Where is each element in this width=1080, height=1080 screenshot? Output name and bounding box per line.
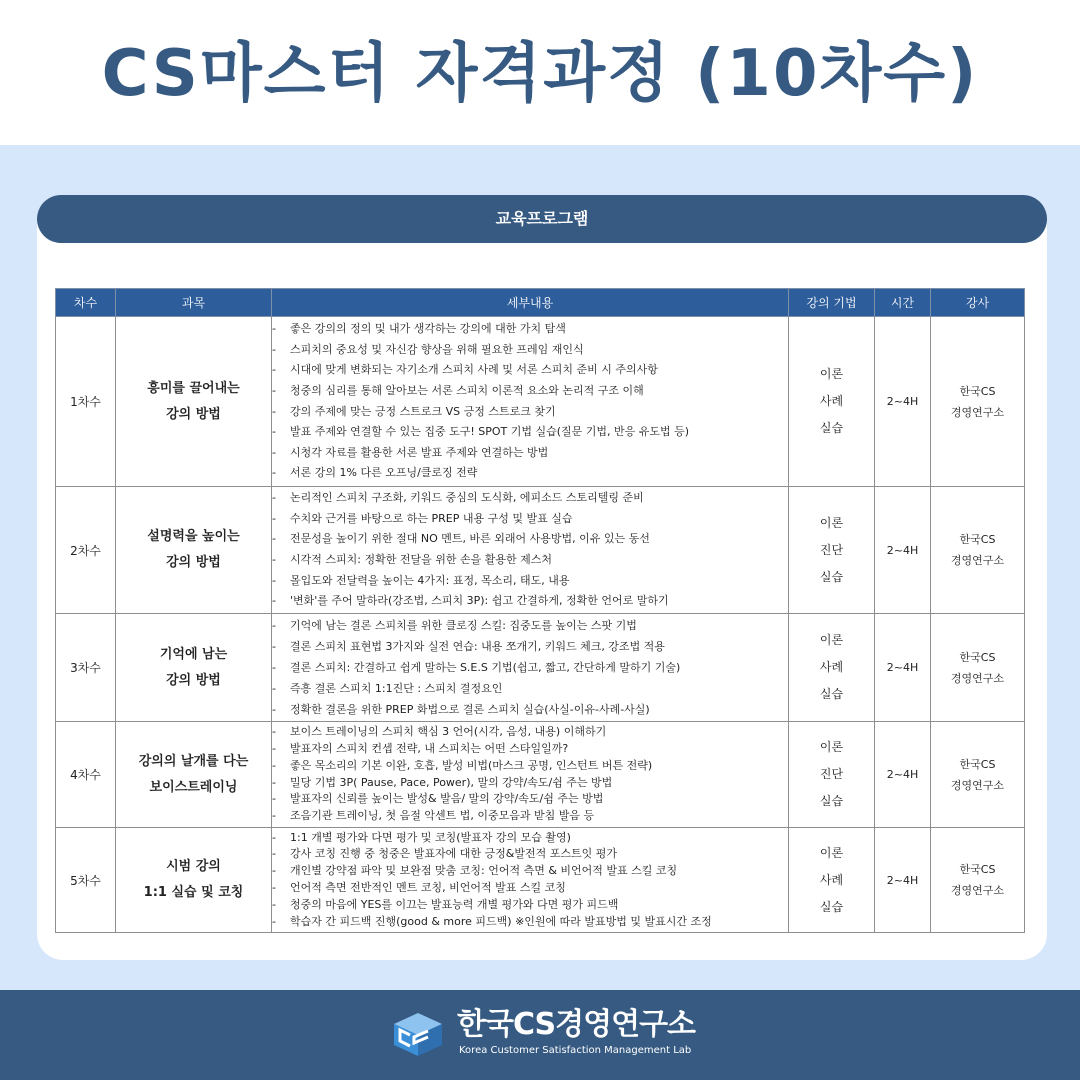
round-cell: 2차수 — [56, 487, 116, 614]
method-cell — [789, 487, 875, 614]
detail-item: - 청중의 마음에 YES를 이끄는 발표능력 개별 평가와 다면 평가 피드백 — [272, 897, 788, 914]
subject-cell — [116, 614, 272, 722]
detail-item: - 청중의 심리를 통해 알아보는 서론 스피치 이론적 요소와 논리적 구조 이해 — [272, 381, 788, 402]
hours-cell: 2~4H — [875, 828, 931, 933]
details-cell — [272, 614, 789, 722]
details-cell — [272, 317, 789, 487]
detail-item: - 언어적 측면 전반적인 멘트 코칭, 비언어적 발표 스킬 코칭 — [272, 880, 788, 897]
detail-item: - 발표 주제와 연결할 수 있는 집중 도구! SPOT 기법 실습(질문 기법, 반응 유도법 등) — [272, 422, 788, 443]
detail-item: - 강의 주제에 맞는 긍정 스트로크 VS 긍정 스트로크 찾기 — [272, 402, 788, 423]
round-cell: 5차수 — [56, 828, 116, 933]
method-item: 실습 — [819, 421, 844, 435]
detail-item: - 서론 강의 1% 다른 오프닝/클로징 전략 — [272, 463, 788, 484]
detail-item: - 시각적 스피치: 정확한 전달을 위한 손을 활용한 제스처 — [272, 550, 788, 571]
method-cell — [789, 317, 875, 487]
subject-line: 시범 강의 — [166, 859, 221, 874]
method-item: 이론 — [819, 515, 844, 530]
hours-cell: 2~4H — [875, 722, 931, 828]
detail-item: - 수치와 근거를 바탕으로 하는 PREP 내용 구성 및 발표 실습 — [272, 509, 788, 530]
lecturer-line: 경영연구소 — [950, 778, 1005, 792]
lecturer-line: 경영연구소 — [950, 884, 1005, 897]
method-item: 이론 — [819, 740, 844, 754]
table-row — [56, 828, 1025, 933]
detail-item: - 좋은 목소리의 기본 이완, 호흡, 발성 비법(마스크 공명, 인스턴트 버튼 전략) — [272, 758, 788, 775]
header-round: 차수 — [56, 289, 116, 317]
table-row — [56, 722, 1025, 828]
lecturer-line: 한국CS — [959, 384, 996, 398]
subject-cell — [116, 722, 272, 828]
detail-item: - 시대에 맞게 변화되는 자기소개 스피치 사례 및 서론 스피치 준비 시 주의사항 — [272, 360, 788, 381]
method-item: 실습 — [819, 899, 844, 914]
footer-org-subtitle: Korea Customer Satisfaction Management Lab — [459, 1045, 692, 1056]
lecturer-line: 경영연구소 — [950, 671, 1005, 685]
detail-item: - 발표자의 스피치 컨셉 전략, 내 스피치는 어떤 스타일일까? — [272, 741, 788, 758]
detail-item: - 정확한 결론을 위한 PREP 화법으로 결론 스피치 실습(사실-이유-사례-사실) — [272, 699, 788, 720]
lecturer-line: 한국CS — [959, 533, 996, 546]
table-row — [56, 317, 1025, 487]
detail-item: - 결론 스피치: 간결하고 쉽게 말하는 S.E.S 기법(쉽고, 짧고, 간단하게 말하기 기술) — [272, 657, 788, 678]
table-row — [56, 614, 1025, 722]
detail-item: - 개인별 강약점 파악 및 보완점 맞춤 코칭: 언어적 측면 & 비언어적 발표 스킬 코칭 — [272, 863, 788, 880]
program-table — [55, 288, 1025, 933]
cs-cube-logo-icon — [392, 1011, 444, 1057]
method-item: 실습 — [819, 569, 844, 584]
page-title: CS마스터 자격과정 (10차수) — [101, 37, 979, 111]
detail-item: - '변화'를 주어 말하라(강조법, 스피치 3P): 쉽고 간결하게, 정확한 언어로 말하기 — [272, 591, 788, 612]
subject-cell — [116, 487, 272, 614]
method-cell — [789, 828, 875, 933]
lecturer-cell — [931, 722, 1025, 828]
lecturer-line: 경영연구소 — [950, 405, 1005, 419]
detail-item: - 좋은 강의의 정의 및 내가 생각하는 강의에 대한 가치 탐색 — [272, 319, 788, 340]
method-item: 진단 — [819, 542, 844, 557]
lecturer-cell — [931, 487, 1025, 614]
lecturer-line: 한국CS — [959, 650, 996, 664]
details-cell — [272, 722, 789, 828]
subject-line: 강의 방법 — [166, 406, 221, 422]
details-cell — [272, 828, 789, 933]
detail-item: - 밀당 기법 3P( Pause, Pace, Power), 말의 강약/속도/쉼 주는 방법 — [272, 775, 788, 792]
lecturer-cell — [931, 614, 1025, 722]
detail-item: - 스피치의 중요성 및 자신감 향상을 위해 필요한 프레임 재인식 — [272, 340, 788, 361]
table-header-row — [56, 289, 1025, 317]
detail-item: - 전문성을 높이기 위한 절대 NO 멘트, 바른 외래어 사용방법, 이유 있는 동선 — [272, 529, 788, 550]
detail-item: - 조음기관 트레이닝, 첫 음절 악센트 법, 이중모음과 받침 발음 등 — [272, 808, 788, 825]
footer-org-name: 한국CS경영연구소 — [457, 1007, 696, 1042]
method-item: 사례 — [819, 394, 844, 408]
table-row — [56, 487, 1025, 614]
details-cell — [272, 487, 789, 614]
lecturer-cell — [931, 828, 1025, 933]
subject-line: 설명력을 높이는 — [147, 529, 240, 544]
subject-cell — [116, 828, 272, 933]
method-item: 실습 — [819, 794, 844, 808]
method-item: 이론 — [819, 633, 844, 647]
header-hours: 시간 — [875, 289, 931, 317]
subject-cell — [116, 317, 272, 487]
hours-cell: 2~4H — [875, 317, 931, 487]
header-lecturer: 강사 — [931, 289, 1025, 317]
detail-item: - 1:1 개별 평가와 다면 평가 및 코칭(발표자 강의 모습 촬영) — [272, 830, 788, 847]
detail-item: - 논리적인 스피치 구조화, 키워드 중심의 도식화, 에피소드 스토리텔링 준비 — [272, 488, 788, 509]
detail-item: - 시청각 자료를 활용한 서론 발표 주제와 연결하는 방법 — [272, 443, 788, 464]
program-header: 교육프로그램 — [37, 195, 1047, 243]
header-details: 세부내용 — [272, 289, 789, 317]
hours-cell: 2~4H — [875, 487, 931, 614]
detail-item: - 즉흥 결론 스피치 1:1진단 : 스피치 결정요인 — [272, 678, 788, 699]
round-cell: 3차수 — [56, 614, 116, 722]
method-item: 사례 — [819, 872, 844, 887]
method-cell — [789, 614, 875, 722]
detail-item: - 결론 스피치 표현법 3가지와 실전 연습: 내용 쪼개기, 키워드 체크, 강조법 적용 — [272, 636, 788, 657]
detail-item: - 학습자 간 피드백 진행(good & more 피드백) ※인원에 따라 발표방법 및 발표시간 조정 — [272, 914, 788, 931]
round-cell: 4차수 — [56, 722, 116, 828]
subject-line: 강의 방법 — [166, 672, 221, 688]
subject-line: 강의 방법 — [166, 555, 221, 570]
method-item: 이론 — [819, 367, 844, 381]
detail-item: - 기억에 남는 결론 스피치를 위한 클로징 스킬: 집중도를 높이는 스팟 기법 — [272, 615, 788, 636]
lecturer-line: 한국CS — [959, 757, 996, 771]
subject-line: 기억에 남는 — [159, 646, 228, 662]
method-item: 진단 — [819, 767, 844, 781]
method-cell — [789, 722, 875, 828]
hours-cell: 2~4H — [875, 614, 931, 722]
detail-item: - 발표자의 신뢰를 높이는 발성& 발음/ 말의 강약/속도/쉼 주는 방법 — [272, 791, 788, 808]
lecturer-line: 경영연구소 — [950, 554, 1005, 567]
subject-line: 강의의 날개를 다는 — [138, 753, 249, 769]
subject-line: 보이스트레이닝 — [149, 779, 238, 795]
detail-item: - 강사 코칭 진행 중 청중은 발표자에 대한 긍정&발전적 포스트잇 평가 — [272, 846, 788, 863]
header-subject: 과목 — [116, 289, 272, 317]
subject-line: 1:1 실습 및 코칭 — [143, 885, 244, 900]
detail-item: - 보이스 트레이닝의 스피치 핵심 3 언어(시각, 음성, 내용) 이해하기 — [272, 724, 788, 741]
method-item: 이론 — [819, 845, 844, 860]
lecturer-cell — [931, 317, 1025, 487]
method-item: 실습 — [819, 687, 844, 701]
round-cell: 1차수 — [56, 317, 116, 487]
method-item: 사례 — [819, 660, 844, 674]
subject-line: 흥미를 끌어내는 — [147, 380, 240, 396]
lecturer-line: 한국CS — [959, 863, 996, 876]
header-method: 강의 기법 — [789, 289, 875, 317]
detail-item: - 몰입도와 전달력을 높이는 4가지: 표정, 목소리, 태도, 내용 — [272, 571, 788, 592]
